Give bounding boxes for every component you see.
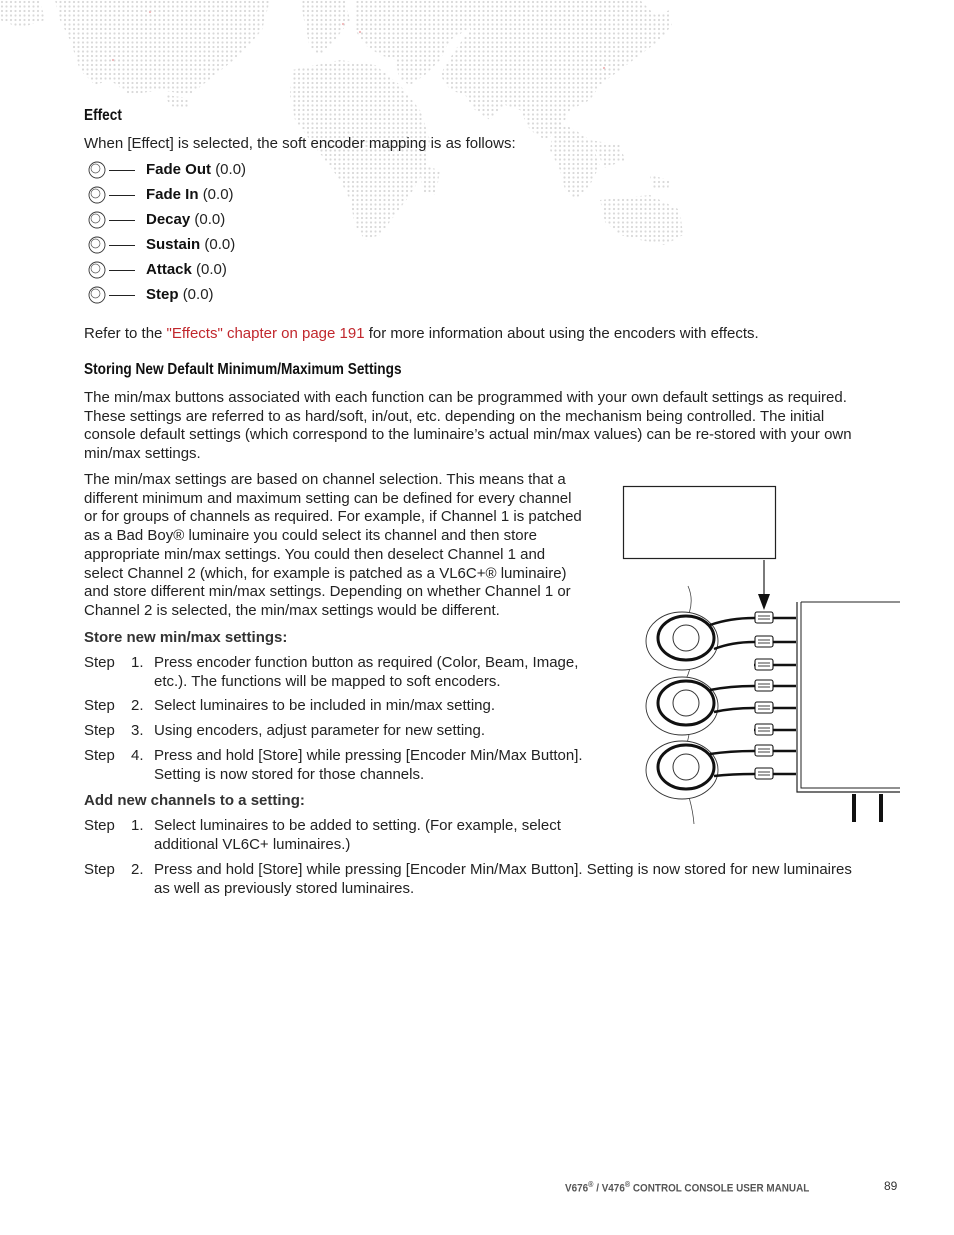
encoder-row bbox=[86, 285, 386, 307]
step-text: Setting is now stored for those channels. bbox=[154, 765, 425, 783]
step-text: Press and hold [Store] while pressing [Encoder Min/Max Button]. bbox=[154, 747, 583, 764]
encoder-leader-line bbox=[109, 170, 135, 171]
step-text: Using encoders, adjust parameter for new setting. bbox=[154, 722, 486, 739]
step-text: Select luminaires to be added to setting. (For example, select bbox=[154, 817, 561, 834]
encoder-knob-icon bbox=[88, 286, 106, 304]
step-text: Press encoder function button as required (Color, Beam, Image, bbox=[154, 654, 579, 671]
encoder-value: (0.0) bbox=[204, 236, 236, 253]
step-number: 3. bbox=[131, 722, 144, 739]
step-text: Select luminaires to be included in min/max setting. bbox=[154, 697, 496, 714]
step-word: Step bbox=[84, 861, 115, 878]
encoder-knob-icon bbox=[88, 236, 106, 254]
reference-text: Refer to the bbox=[84, 325, 167, 342]
step-word: Step bbox=[84, 654, 115, 671]
encoder-row bbox=[86, 185, 386, 207]
encoder-value: (0.0) bbox=[194, 211, 226, 228]
encoder-name: Fade In bbox=[146, 186, 199, 203]
storing-paragraph-1 bbox=[84, 389, 914, 464]
effect-intro: When [Effect] is selected, the soft encoder mapping is as follows: bbox=[84, 135, 516, 152]
encoder-knob-icon bbox=[88, 186, 106, 204]
step-word: Step bbox=[84, 722, 115, 739]
encoder-value: (0.0) bbox=[202, 186, 234, 203]
paragraph-line: The min/max buttons associated with each function can be programmed with your own default settings as required. bbox=[84, 389, 847, 406]
encoder-leader-line bbox=[109, 245, 135, 246]
step-word: Step bbox=[84, 747, 115, 764]
encoder-knob-icon bbox=[88, 211, 106, 229]
paragraph-line: Channel 2 is selected, the min/max settings would be different. bbox=[84, 601, 500, 619]
encoder-row bbox=[86, 235, 386, 257]
encoder-name: Attack bbox=[146, 261, 192, 278]
step-number: 4. bbox=[131, 747, 144, 764]
encoder-knob-icon bbox=[88, 161, 106, 179]
step-text: as well as previously stored luminaires. bbox=[154, 879, 415, 897]
registered-mark: ® bbox=[624, 1180, 631, 1189]
storing-paragraph-2 bbox=[84, 471, 624, 621]
step-number: 2. bbox=[131, 697, 144, 714]
paragraph-line: select Channel 2 (which, for example is patched as a VL6C+® luminaire) bbox=[84, 564, 567, 582]
footer-manual-title bbox=[565, 1180, 809, 1195]
step-text: etc.). The functions will be mapped to soft encoders. bbox=[154, 672, 501, 690]
reference-text: for more information about using the encoders with effects. bbox=[364, 325, 759, 342]
footer-model: V476 bbox=[601, 1182, 625, 1195]
step-number: 1. bbox=[131, 817, 144, 834]
paragraph-line: and store different min/max settings. Depending on whether Channel 1 or bbox=[84, 583, 571, 601]
storing-heading: Storing New Default Minimum/Maximum Settings bbox=[84, 361, 402, 378]
step-number: 2. bbox=[131, 861, 144, 878]
effects-chapter-link[interactable]: "Effects" chapter on page 191 bbox=[166, 325, 365, 342]
encoder-name: Step bbox=[146, 286, 179, 303]
effect-heading: Effect bbox=[84, 107, 122, 124]
store-settings-subheading: Store new min/max settings: bbox=[84, 629, 288, 646]
encoder-leader-line bbox=[109, 195, 135, 196]
paragraph-line: different minimum and maximum setting can be defined for every channel bbox=[84, 489, 572, 507]
step-text: Press and hold [Store] while pressing [Encoder Min/Max Button]. Setting is now stored for new luminaires bbox=[154, 861, 852, 878]
paragraph-line: or for groups of channels as required. For example, if Channel 1 is patched bbox=[84, 508, 582, 526]
step-word: Step bbox=[84, 817, 115, 834]
encoder-name: Sustain bbox=[146, 236, 201, 253]
footer-model: V676 bbox=[565, 1182, 589, 1195]
effects-reference bbox=[84, 325, 759, 344]
encoder-name: Fade Out bbox=[146, 161, 212, 178]
encoder-knob-icon bbox=[646, 612, 718, 670]
encoder-value: (0.0) bbox=[196, 261, 227, 278]
step-text: additional VL6C+ luminaires.) bbox=[154, 835, 351, 853]
encoder-leader-line bbox=[109, 270, 135, 271]
callout-arrow-icon bbox=[758, 594, 770, 610]
encoder-value: (0.0) bbox=[215, 161, 247, 178]
paragraph-line: The min/max settings are based on channel selection. This means that a bbox=[84, 471, 566, 488]
encoder-row bbox=[86, 260, 386, 282]
encoder-row bbox=[86, 160, 386, 182]
encoder-name: Decay bbox=[146, 211, 191, 228]
encoder-knob-icon bbox=[88, 261, 106, 279]
paragraph-line: console default settings (which correspond to the luminaire’s actual min/max values) can be re-stored with your own bbox=[84, 426, 852, 444]
encoder-value: (0.0) bbox=[182, 286, 214, 303]
encoder-knob-icon bbox=[646, 741, 718, 799]
step-number: 1. bbox=[131, 654, 144, 671]
paragraph-line: appropriate min/max settings. You could then deselect Channel 1 and bbox=[84, 545, 546, 563]
encoder-row bbox=[86, 210, 386, 232]
step-word: Step bbox=[84, 697, 115, 714]
encoder-leader-line bbox=[109, 295, 135, 296]
callout-box bbox=[624, 487, 776, 559]
encoder-knob-icon bbox=[646, 677, 718, 735]
paragraph-line: as a Bad Boy® luminaire you could select its channel and then store bbox=[84, 527, 537, 545]
minmax-buttons bbox=[755, 612, 773, 779]
encoder-leader-line bbox=[109, 220, 135, 221]
encoder-minmax-illustration bbox=[620, 484, 900, 829]
registered-mark: ® bbox=[588, 1180, 594, 1189]
page-number: 89 bbox=[884, 1179, 898, 1193]
footer-separator: / bbox=[593, 1182, 602, 1195]
paragraph-line: These settings are referred to as hard/soft, in/out, etc. depending on the mechanism being controlled. The initial bbox=[84, 407, 825, 425]
paragraph-line: min/max settings. bbox=[84, 445, 201, 463]
footer-title: CONTROL CONSOLE USER MANUAL bbox=[630, 1182, 810, 1195]
add-channels-subheading: Add new channels to a setting: bbox=[84, 792, 305, 809]
